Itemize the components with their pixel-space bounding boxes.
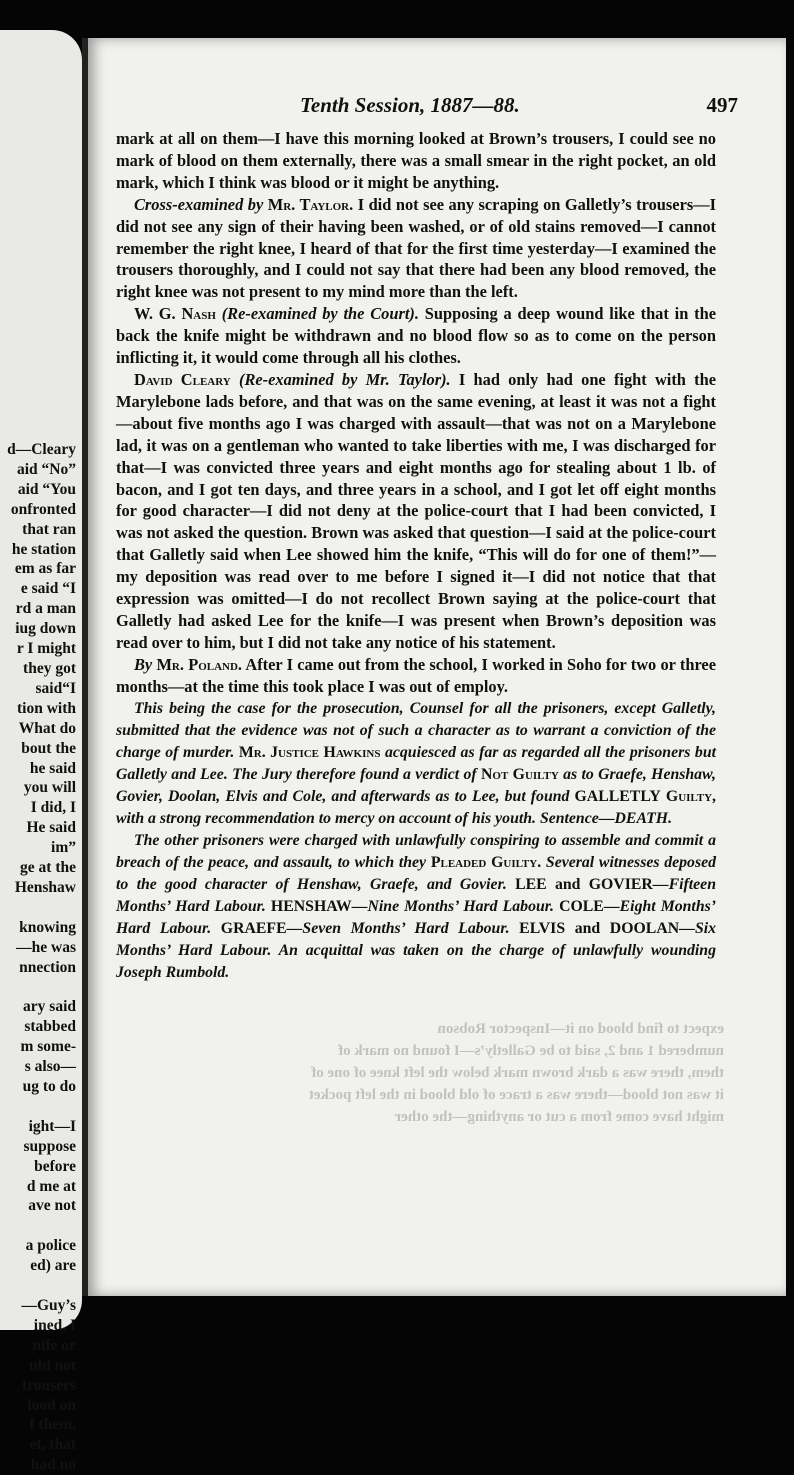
body-text bbox=[116, 128, 716, 984]
sentence-text: —Eight Months’ Hard Labour. bbox=[116, 897, 717, 937]
facing-page-line: ge at the bbox=[20, 859, 76, 877]
facing-page-line: had no bbox=[30, 1456, 76, 1474]
facing-page-line: e said “I bbox=[20, 580, 76, 598]
counsel-name: Mr. Taylor. bbox=[267, 194, 354, 214]
facing-page-line: aid “No” bbox=[17, 460, 76, 478]
facing-page-line: uld not bbox=[29, 1356, 76, 1374]
counsel-name: Mr. Poland. bbox=[156, 654, 243, 674]
facing-page-line: onfronted bbox=[10, 500, 76, 518]
facing-page-line: I did, I bbox=[30, 799, 76, 817]
examination-label: Cross-examined by bbox=[134, 194, 264, 214]
facing-page-line: nife or bbox=[32, 1336, 76, 1354]
facing-page-line: nnection bbox=[19, 958, 76, 976]
verdict-text: The other prisoners were charged with unlawfully conspiring to assemble and commit a breach of the peace, and assault, to which they bbox=[116, 831, 716, 871]
verdict-text: acquiesced as far as regarded all the prisoners but Galletly and Lee. The Jury therefore found a verdict of bbox=[116, 743, 716, 783]
facing-page-line: aid “You bbox=[17, 480, 76, 498]
facing-page-line: stabbed bbox=[24, 1018, 76, 1036]
sentence-text: —Seven Months’ Hard Labour. bbox=[286, 919, 510, 937]
facing-page-line: tion with bbox=[17, 699, 76, 717]
defendant-name: DOOLAN bbox=[609, 919, 680, 937]
facing-page-line: iug down bbox=[15, 620, 76, 638]
facing-page-line: he station bbox=[11, 540, 76, 558]
facing-page-line: a police bbox=[25, 1237, 76, 1255]
facing-page bbox=[0, 30, 82, 1474]
plea-label: Pleaded Guilty. bbox=[430, 853, 542, 871]
facing-page-line: m some- bbox=[20, 1038, 76, 1056]
facing-page-line: trousers bbox=[22, 1376, 76, 1394]
facing-page-line: im” bbox=[51, 839, 76, 857]
verdict-paragraph bbox=[116, 830, 716, 984]
facing-page-line: Henshaw bbox=[14, 878, 76, 896]
show-through-text bbox=[124, 1018, 724, 1128]
running-head: Tenth Session, 1887—88. bbox=[300, 93, 520, 117]
paragraph-text: Supposing a deep wound like that in the back the knife might be withdrawn and no blood flow so as to come on the person inflicting it, it would come through all his clothes. bbox=[116, 304, 716, 368]
facing-page-line: —Guy’s bbox=[21, 1296, 76, 1314]
sentence-text: Sentence—DEATH. bbox=[539, 809, 673, 827]
facing-page-line: said“I bbox=[35, 679, 76, 697]
facing-page-line: he said bbox=[29, 759, 76, 777]
show-through-line: might have come from a cut or anything—the other bbox=[394, 1109, 724, 1125]
verdict-text: An acquittal was taken on the charge of unlawfully wounding Joseph Rumbold. bbox=[116, 941, 716, 981]
verdict-text: as to Graefe, Henshaw, Govier, Doolan, Elvis and Cole, and afterwards as to Lee, but found bbox=[116, 765, 716, 805]
facing-page-line: ary said bbox=[23, 998, 76, 1016]
facing-page-line: —he was bbox=[16, 938, 76, 956]
conjunction-text: and bbox=[565, 919, 610, 937]
defendant-name: GRAEFE bbox=[220, 919, 287, 937]
examination-label: By bbox=[134, 654, 153, 674]
witness-name: W. G. Nash bbox=[134, 304, 216, 324]
sentence-text: —Nine Months’ Hard Labour. bbox=[351, 897, 554, 915]
defendant-name: HENSHAW bbox=[270, 897, 352, 915]
facing-page-line: suppose bbox=[23, 1137, 76, 1155]
sentence-text: —Fifteen Months’ Hard Labour. bbox=[116, 875, 716, 915]
facing-page-line: em as far bbox=[14, 560, 76, 578]
paragraph-text: I did not see any scraping on Galletly’s trousers—I did not see any sign of their having been washed, or of old stains removed—I cannot remember the right knee, I heard of that for the first time yesterday—I examined the trousers thoroughly, and I could not say that there had been any blood removed, the right knee was not present to my mind more than the left. bbox=[116, 194, 716, 302]
facing-page-line: lood on bbox=[27, 1396, 76, 1414]
facing-page-line bbox=[7, 1097, 76, 1117]
facing-page-text bbox=[7, 440, 76, 1475]
facing-page-line: you will bbox=[23, 779, 76, 797]
facing-page-line: ight—I bbox=[28, 1117, 76, 1135]
page-number: 497 bbox=[706, 93, 738, 117]
facing-page-line: ed) are bbox=[30, 1257, 76, 1275]
facing-page-line: s also— bbox=[24, 1058, 76, 1076]
facing-page-line bbox=[7, 898, 76, 918]
paragraph-text: mark at all on them—I have this morning looked at Brown’s trousers, I could see no mark of blood on them externally, there was a small smear in the right pocket, an old mark, which I think was blood or it might be anything. bbox=[116, 129, 716, 192]
facing-page-line bbox=[7, 1216, 76, 1236]
defendant-name: COLE bbox=[559, 897, 604, 915]
facing-page-line: they got bbox=[23, 659, 76, 677]
testimony-paragraph bbox=[116, 303, 716, 369]
testimony-paragraph bbox=[116, 369, 716, 654]
facing-page-line: He said bbox=[26, 819, 76, 837]
judge-name: Mr. Justice Hawkins bbox=[238, 743, 381, 761]
facing-page-line: d—Cleary bbox=[7, 441, 76, 458]
verdict-text: Several witnesses deposed to the good character of Henshaw, Graefe, and Govier. bbox=[116, 853, 717, 893]
sentence-text: —Six Months’ Hard Labour. bbox=[116, 919, 717, 959]
facing-page-line: that ran bbox=[22, 520, 76, 538]
verdict-section bbox=[116, 698, 716, 984]
facing-page-line bbox=[7, 977, 76, 997]
page-header bbox=[88, 93, 786, 123]
facing-page-line: before bbox=[34, 1157, 76, 1175]
show-through-line: it was not blood—there was a trace of old blood in the left pocket bbox=[308, 1087, 724, 1103]
verdict-text: with a strong recommendation to mercy on account of his youth. bbox=[116, 809, 536, 827]
defendant-name: ELVIS bbox=[519, 919, 566, 937]
facing-page-line: ined, I bbox=[33, 1316, 76, 1334]
defendant-name: GOVIER bbox=[588, 875, 653, 893]
show-through-line: numbered 1 and 2, said to be Galletly’s—I found no mark of bbox=[338, 1043, 724, 1059]
paragraph-text: I had only had one fight with the Marylebone lads before, and that was on the same evening, at least it was not a fight—about five months ago I was charged with assault—that was not on a Marylebone lad, it was on a gentleman who wanted to take liberties with me, I was discharged for that—I was convicted three years and eight months ago for stealing about 1 lb. of bacon, and I got ten days, and three years in a school, and I got let off eight months for good character—I did not deny at the police-court that I had been convicted, I was not asked the question. Brown was asked that question—I said at the police-court that Galletly said when Lee showed him the knife, “This will do for one of them!”—my deposition was read over to me before I signed it—I did not notice that that expression was omitted—I do not recollect Brown saying at the police-court that Galletly had asked Lee for the knife—I was present when Brown’s deposition was read over to him, but I did not take any notice of his statement. bbox=[116, 369, 717, 652]
book-page bbox=[82, 38, 786, 1296]
show-through-line: expect to find blood on it—Inspector Robson bbox=[437, 1021, 724, 1037]
defendant-name: LEE bbox=[515, 875, 547, 893]
facing-page-line: f them, bbox=[29, 1416, 76, 1434]
defendant-name: GALLETLY bbox=[574, 787, 661, 805]
verdict-text: This being the case for the prosecution, Counsel for all the prisoners, except Galletly, submitted that the evidence was not of such a character as to warrant a conviction of the charge of murder. bbox=[116, 699, 716, 761]
facing-page-line: bout the bbox=[21, 739, 76, 757]
witness-name: David Cleary bbox=[134, 369, 231, 389]
examination-label: (Re-examined by Mr. Taylor). bbox=[238, 369, 451, 389]
facing-page-line: knowing bbox=[19, 918, 76, 936]
conjunction-text: and bbox=[546, 875, 589, 893]
verdict-paragraph bbox=[116, 698, 716, 830]
facing-page-line: ug to do bbox=[22, 1078, 76, 1095]
facing-page-line: d me at bbox=[26, 1177, 76, 1195]
facing-page-line: ave not bbox=[28, 1197, 76, 1215]
testimony-paragraph bbox=[116, 654, 716, 698]
examination-label: (Re-examined by the Court). bbox=[221, 304, 419, 324]
paragraph-text: After I came out from the school, I worked in Soho for two or three months—at the time this took place I was out of employ. bbox=[116, 654, 716, 696]
show-through-line: them, there was a dark brown mark below the left knee of one of bbox=[311, 1065, 724, 1081]
facing-page-line: r I might bbox=[16, 640, 76, 658]
testimony-paragraph bbox=[116, 128, 716, 194]
testimony-paragraph bbox=[116, 194, 716, 304]
facing-page-line bbox=[7, 1276, 76, 1296]
not-guilty-label: Not Guilty bbox=[481, 765, 559, 783]
facing-page-line: What do bbox=[18, 719, 76, 737]
facing-page-line: et, that bbox=[29, 1436, 76, 1454]
facing-page-line: rd a man bbox=[15, 600, 76, 618]
guilty-label: Guilty, bbox=[665, 787, 716, 805]
